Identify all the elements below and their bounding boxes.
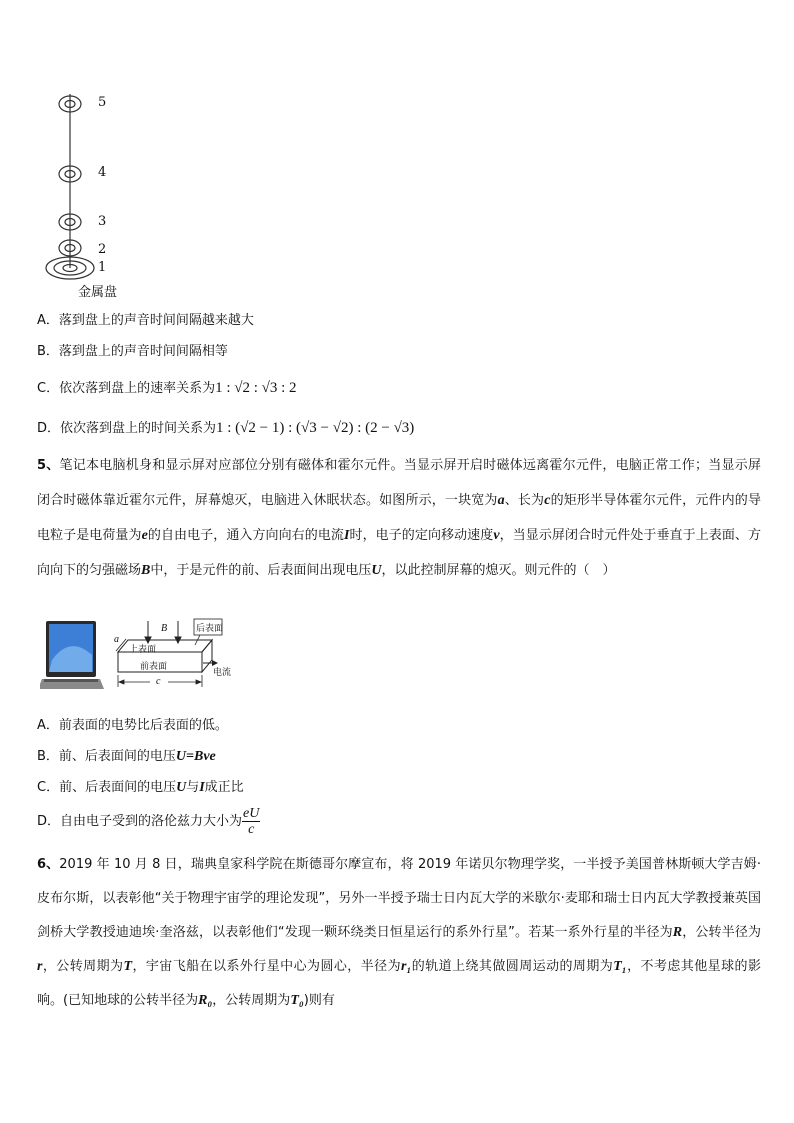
- q4-option-c: [37, 379, 297, 398]
- question-5-number: 5、: [37, 458, 60, 473]
- q4-option-c-math: 1 : √2 : √3 : 2: [215, 380, 297, 396]
- q5-option-b-formula: U=Bve: [175, 749, 216, 764]
- top-surface-label: 上表面: [129, 645, 157, 655]
- laptop-icon: [40, 621, 104, 689]
- q4-option-b: B．落到盘上的声音时间间隔相等: [37, 344, 228, 359]
- width-a-label: a: [114, 634, 119, 645]
- q4-option-d: [37, 419, 414, 438]
- magnetic-field-label: B: [161, 623, 168, 634]
- q4-option-c-text: C．依次落到盘上的速率关系为: [37, 381, 216, 396]
- hall-element-figure: [40, 615, 240, 695]
- front-surface-label: 前表面: [140, 662, 168, 672]
- q5-option-a: A．前表面的电势比后表面的低。: [37, 718, 228, 733]
- q5-option-c: C．前、后表面间的电压U与I成正比: [37, 780, 244, 795]
- q5-option-b: B．前、后表面间的电压U=Bve: [37, 749, 216, 764]
- question-6-number: 6、: [37, 857, 60, 872]
- ring-label-4: 4: [98, 165, 107, 180]
- length-c-label: c: [156, 676, 161, 687]
- q4-option-d-text: D．依次落到盘上的时间关系为: [37, 421, 217, 436]
- question-6-text: 6、2019 年 10 月 8 日，瑞典皇家科学院在斯德哥尔摩宣布，将 2019 年诺贝尔物理学奖，一半授予美国普林斯顿大学吉姆·皮布尔斯，以表彰他“关于物理宇宙学的理论发现”，另外一半授予瑞士日内瓦大学的米歇尔·麦耶和瑞士日内瓦大学教授兼英国剑桥大学教授迪迪埃·奎洛兹，以表彰他们“发现一颗环绕类日恒星运行的系外行星”。若某一系外行星的半径为R，公转半径为r，公转周期为T，宇宙飞船在以系外行星中心为圆心，半径为r₁的轨道上绕其做圆周运动的周期为T₁，不考虑其他星球的影响。(已知地球的公转半径为R₀，公转周期为T₀)则有: [37, 857, 762, 1008]
- ring-label-2: 2: [98, 242, 107, 257]
- q4-option-a: A．落到盘上的声音时间间隔越来越大: [37, 313, 254, 328]
- metal-plate-label: 金属盘: [78, 285, 118, 300]
- question-5-text: 5、笔记本电脑机身和显示屏对应部位分别有磁体和霍尔元件。当显示屏开启时磁体远离霍尔元件，电脑正常工作；当显示屏闭合时磁体靠近霍尔元件，屏幕熄灭，电脑进入休眠状态。如图所示，一块宽为a、长为c的矩形半导体霍尔元件，元件内的导电粒子是电荷量为e的自由电子，通入方向向右的电流I时，电子的定向移动速度v，当显示屏闭合时元件处于垂直于上表面、方向向下的匀强磁场B中，于是元件的前、后表面间出现电压U，以此控制屏幕的熄灭。则元件的（ ）: [37, 458, 761, 578]
- lorentz-force-fraction: $\frac{eU}{c}$: [243, 806, 260, 837]
- ring-label-1: 1: [98, 260, 107, 275]
- ring-label-5: 5: [98, 95, 107, 110]
- current-label: 电流: [213, 668, 232, 678]
- falling-rings-figure: [40, 88, 160, 300]
- back-surface-label: 后表面: [196, 624, 224, 634]
- q5-option-d: D．自由电子受到的洛伦兹力大小为 $\frac{eU}{c}$: [37, 806, 260, 837]
- q4-option-d-math: 1 : (√2 − 1) : (√3 − √2) : (2 − √3): [216, 420, 415, 436]
- ring-label-3: 3: [98, 214, 107, 229]
